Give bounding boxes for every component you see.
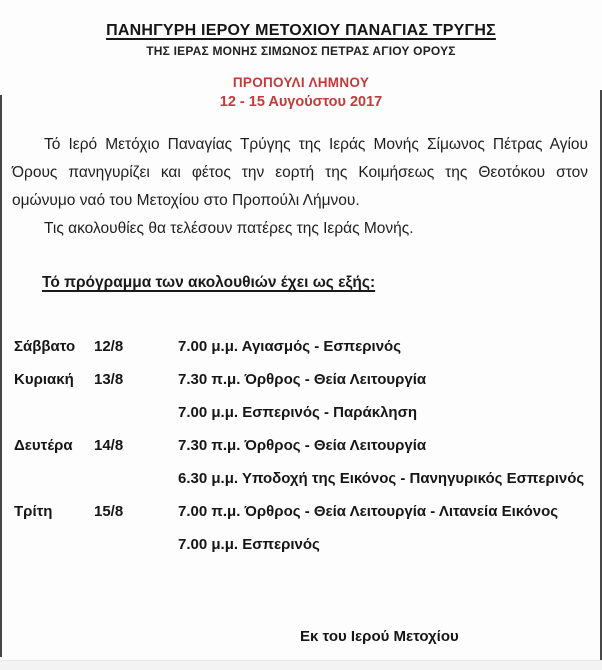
scan-bottom-strip: [0, 660, 602, 670]
schedule-row: [14, 429, 602, 462]
schedule-day: Κυριακή: [14, 371, 74, 388]
body-text: [12, 131, 588, 243]
signature-line: Εκ του Ιερού Μετοχίου: [300, 628, 459, 645]
schedule-row: [14, 495, 602, 528]
document-title: ΠΑΝΗΓΥΡΗ ΙΕΡΟΥ ΜΕΤΟΧΙΟΥ ΠΑΝΑΓΙΑΣ ΤΡΥΓΗΣ: [106, 22, 496, 39]
schedule-row: [14, 396, 602, 429]
paragraph-services-note: Τις ακολουθίες θα τελέσουν πατέρες της Ιεράς Μονής.: [44, 220, 414, 237]
document-subtitle: ΤΗΣ ΙΕΡΑΣ ΜΟΝΗΣ ΣΙΜΩΝΟΣ ΠΕΤΡΑΣ ΑΓΙΟΥ ΟΡΟΥΣ: [146, 44, 456, 58]
schedule-date: 12/8: [94, 338, 124, 355]
schedule-service: 6.30 μ.μ. Υποδοχή της Εικόνος - Πανηγυρικός Εσπερινός: [178, 470, 585, 487]
schedule-row: [14, 528, 602, 561]
schedule-day: Σάββατο: [14, 338, 76, 355]
event-dates: 12 - 15 Αυγούστου 2017: [219, 94, 383, 110]
program-heading: [42, 274, 602, 292]
schedule-day: Τρίτη: [14, 503, 53, 520]
schedule-table: [14, 330, 602, 561]
schedule-service: 7.00 π.μ. Όρθρος - Θεία Λειτουργία - Λιτανεία Εικόνος: [178, 503, 559, 520]
scan-edge-left: [0, 95, 2, 657]
schedule-row: [14, 462, 602, 495]
schedule-date: 13/8: [94, 371, 124, 388]
schedule-row: [14, 330, 602, 363]
schedule-day: Δευτέρα: [14, 437, 73, 454]
event-location: ΠΡΟΠΟΥΛΙ ΛΗΜΝΟΥ: [232, 75, 370, 90]
schedule-date: 15/8: [94, 503, 124, 520]
event-block: [0, 75, 602, 110]
schedule-service: 7.00 μ.μ. Αγιασμός - Εσπερινός: [178, 338, 402, 355]
program-heading-text: Τό πρόγραμμα των ακολουθιών έχει ως εξής:: [42, 274, 376, 291]
schedule-service: 7.00 μ.μ. Εσπερινός - Παράκληση: [178, 404, 418, 421]
schedule-service: 7.30 π.μ. Όρθρος - Θεία Λειτουργία: [178, 371, 427, 388]
document-header: [0, 0, 602, 58]
schedule-row: [14, 363, 602, 396]
schedule-service: 7.30 π.μ. Όρθρος - Θεία Λειτουργία: [178, 437, 427, 454]
paragraph-intro: Τό Ιερό Μετόχιο Παναγίας Τρύγης της Ιεράς Μονής Σίμωνος Πέτρας Αγίου Όρους πανηγυρίζει και φέτος την εορτή της Κοιμήσεως της Θεοτόκου στον ομώνυμο ναό του Μετοχίου στο Προπούλι Λήμνου.: [12, 136, 588, 209]
schedule-date: 14/8: [94, 437, 124, 454]
schedule-service: 7.00 μ.μ. Εσπερινός: [178, 536, 320, 553]
